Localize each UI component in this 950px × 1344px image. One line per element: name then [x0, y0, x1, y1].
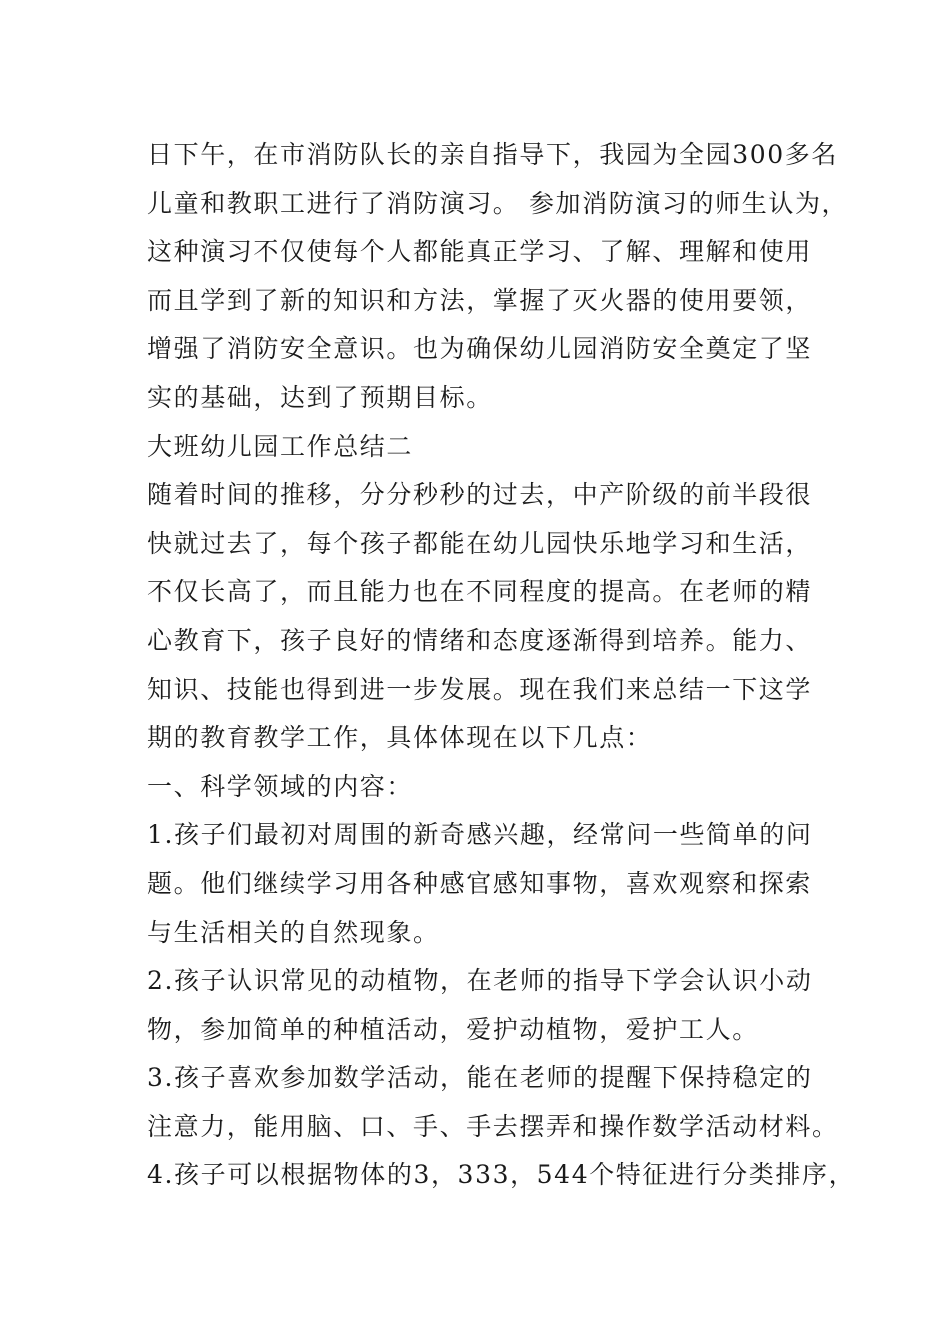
- text-line: 心教育下，孩子良好的情绪和态度逐渐得到培养。能力、: [147, 625, 813, 655]
- text-line: 实的基础，达到了预期目标。: [147, 382, 493, 412]
- text-line: 而且学到了新的知识和方法，掌握了灭火器的使用要领，: [147, 285, 813, 315]
- text-line: 这种演习不仅使每个人都能真正学习、了解、理解和使用: [147, 237, 813, 267]
- text-line: 不仅长高了，而且能力也在不同程度的提高。在老师的精: [147, 577, 813, 607]
- list-item-line: 与生活相关的自然现象。: [147, 917, 440, 947]
- text-line: 随着时间的推移，分分秒秒的过去，中产阶级的前半段很: [147, 480, 813, 510]
- list-item-line: 物，参加简单的种植活动，爱护动植物，爱护工人。: [147, 1014, 759, 1044]
- list-item-line: 题。他们继续学习用各种感官感知事物，喜欢观察和探索: [147, 868, 813, 898]
- text-line: 儿童和教职工进行了消防演习。 参加消防演习的师生认为，: [147, 188, 849, 218]
- list-item-line: 4.孩子可以根据物体的3，333，544个特征进行分类排序，: [147, 1160, 856, 1190]
- list-item-line: 注意力，能用脑、口、手、手去摆弄和操作数学活动材料。: [147, 1111, 839, 1141]
- list-item-line: 3.孩子喜欢参加数学活动，能在老师的提醒下保持稳定的: [147, 1063, 813, 1093]
- document-body: [147, 131, 856, 1200]
- list-item-line: 1.孩子们最初对周围的新奇感兴趣，经常问一些简单的问: [147, 820, 813, 850]
- section-heading: 大班幼儿园工作总结二: [147, 431, 414, 461]
- subsection-heading: 一、科学领域的内容：: [147, 771, 414, 801]
- text-line: 期的教育教学工作，具体体现在以下几点：: [147, 723, 653, 753]
- text-line: 快就过去了，每个孩子都能在幼儿园快乐地学习和生活，: [147, 528, 813, 558]
- text-line: 日下午，在市消防队长的亲自指导下，我园为全园300多名: [147, 140, 838, 169]
- text-line: 知识、技能也得到进一步发展。现在我们来总结一下这学: [147, 674, 813, 704]
- text-line: 增强了消防安全意识。也为确保幼儿园消防安全奠定了坚: [147, 334, 813, 364]
- list-item-line: 2.孩子认识常见的动植物，在老师的指导下学会认识小动: [147, 966, 813, 996]
